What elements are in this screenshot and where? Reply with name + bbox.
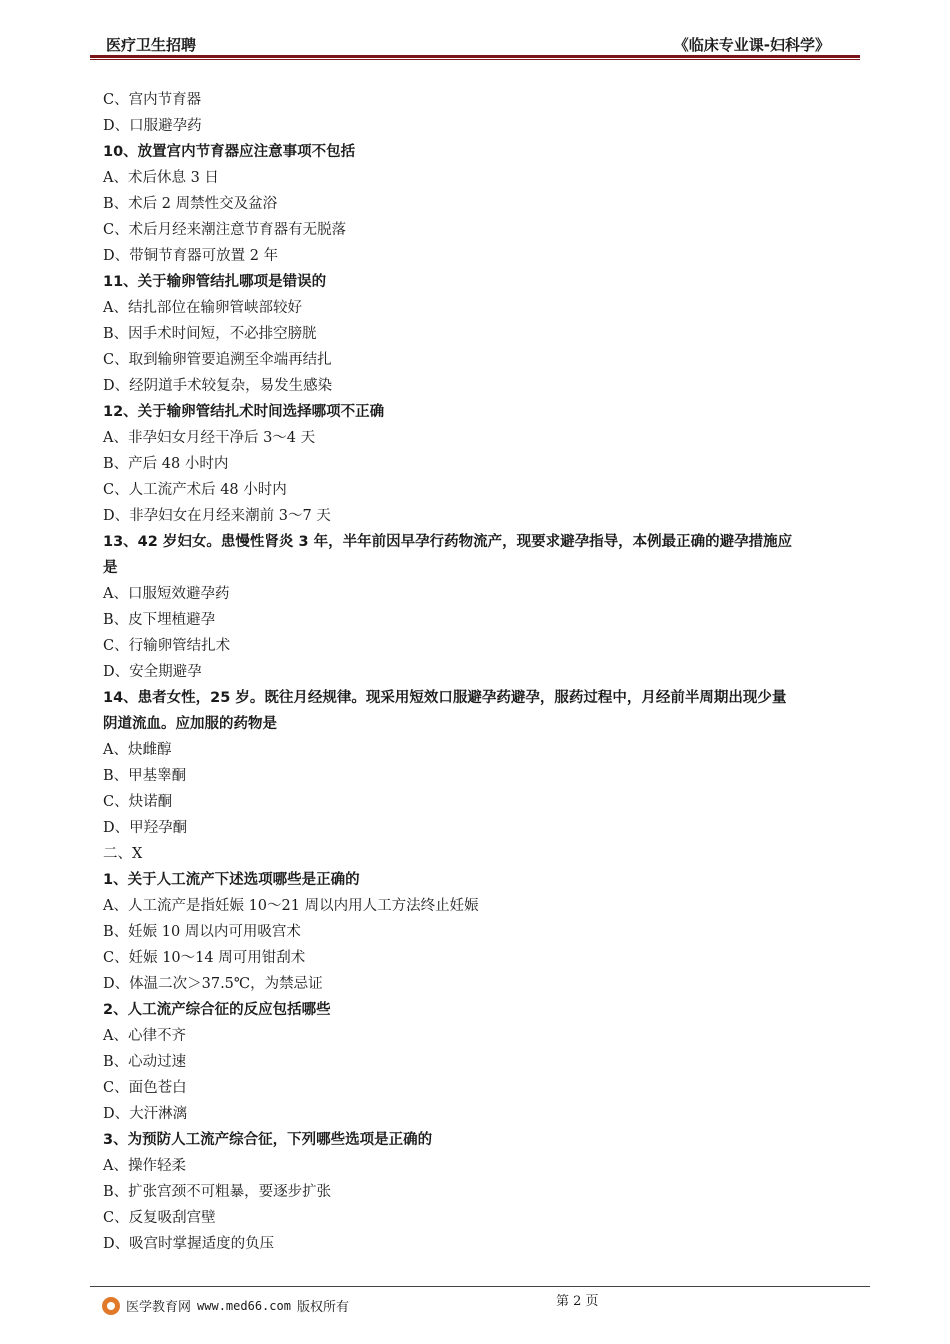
option-text: A、操作轻柔 — [103, 1158, 186, 1174]
option-text: D、带铜节育器可放置 2 年 — [103, 248, 279, 264]
option-text: C、宫内节育器 — [103, 92, 202, 108]
option-text: B、产后 48 小时内 — [103, 456, 229, 472]
footer-divider — [90, 1286, 870, 1287]
question-text: 2、人工流产综合征的反应包括哪些 — [103, 1002, 331, 1018]
option-text: C、人工流产术后 48 小时内 — [103, 482, 287, 498]
option-text: A、炔雌醇 — [103, 742, 172, 758]
question-text: 14、患者女性，25 岁。既往月经规律。现采用短效口服避孕药避孕，服药过程中，月经前半周期出现少量 — [103, 690, 787, 706]
option-text: C、炔诺酮 — [103, 794, 173, 810]
option-text: D、吸宫时掌握适度的负压 — [103, 1236, 275, 1252]
header-divider — [90, 55, 860, 59]
question-text: 3、为预防人工流产综合征，下列哪些选项是正确的 — [103, 1132, 433, 1148]
option-text: C、术后月经来潮注意节育器有无脱落 — [103, 222, 347, 238]
option-text: B、皮下埋植避孕 — [103, 612, 216, 628]
option-text: D、甲羟孕酮 — [103, 820, 188, 836]
page-number: 第 2 页 — [556, 1294, 599, 1309]
option-text: C、面色苍白 — [103, 1080, 187, 1096]
option-text: B、心动过速 — [103, 1054, 187, 1070]
brand-copyright: 版权所有 — [296, 1300, 349, 1315]
option-text: A、人工流产是指妊娠 10～21 周以内用人工方法终止妊娠 — [103, 898, 479, 914]
header-course-title: 《临床专业课-妇科学》 — [673, 36, 830, 54]
option-text: D、大汗淋漓 — [103, 1106, 188, 1122]
option-text: C、反复吸刮宫壁 — [103, 1210, 216, 1226]
footer-brand — [102, 1296, 349, 1315]
page-header — [90, 30, 860, 56]
option-text: A、口服短效避孕药 — [103, 586, 230, 602]
option-text: 二、X — [103, 846, 143, 862]
option-text: B、甲基睾酮 — [103, 768, 187, 784]
question-text: 11、关于输卵管结扎哪项是错误的 — [103, 274, 327, 290]
option-text: D、经阴道手术较复杂，易发生感染 — [103, 378, 333, 394]
brand-site: www.med66.com — [197, 1298, 291, 1313]
option-text: B、因手术时间短，不必排空膀胱 — [103, 326, 317, 342]
option-text: D、安全期避孕 — [103, 664, 202, 680]
question-list — [103, 87, 863, 1257]
question-text: 是 — [103, 560, 118, 576]
option-text: D、非孕妇女在月经来潮前 3～7 天 — [103, 508, 331, 524]
header-org-title: 医疗卫生招聘 — [106, 36, 197, 54]
option-text: B、妊娠 10 周以内可用吸宫术 — [103, 924, 301, 940]
question-text: 阴道流血。应加服的药物是 — [103, 716, 277, 732]
option-text: D、口服避孕药 — [103, 118, 202, 134]
option-text: A、结扎部位在输卵管峡部较好 — [103, 300, 302, 316]
option-text: B、扩张宫颈不可粗暴，要逐步扩张 — [103, 1184, 332, 1200]
question-text: 10、放置宫内节育器应注意事项不包括 — [103, 144, 356, 160]
page-footer — [90, 1286, 870, 1315]
question-text: 12、关于输卵管结扎术时间选择哪项不正确 — [103, 404, 385, 420]
option-text: C、妊娠 10～14 周可用钳刮术 — [103, 950, 306, 966]
option-text: C、取到输卵管要追溯至伞端再结扎 — [103, 352, 332, 368]
question-text: 13、42 岁妇女。患慢性肾炎 3 年，半年前因早孕行药物流产，现要求避孕指导，本例最正确的避孕措施应 — [103, 534, 793, 550]
option-text: B、术后 2 周禁性交及盆浴 — [103, 196, 278, 212]
option-text: A、非孕妇女月经干净后 3～4 天 — [103, 430, 316, 446]
option-text: A、术后休息 3 日 — [103, 170, 219, 186]
option-text: C、行输卵管结扎术 — [103, 638, 231, 654]
question-text: 1、关于人工流产下述选项哪些是正确的 — [103, 872, 360, 888]
option-text: D、体温二次＞37.5℃，为禁忌证 — [103, 976, 323, 992]
brand-name: 医学教育网 — [126, 1300, 192, 1315]
option-text: A、心律不齐 — [103, 1028, 186, 1044]
med66-logo-icon — [102, 1297, 120, 1315]
